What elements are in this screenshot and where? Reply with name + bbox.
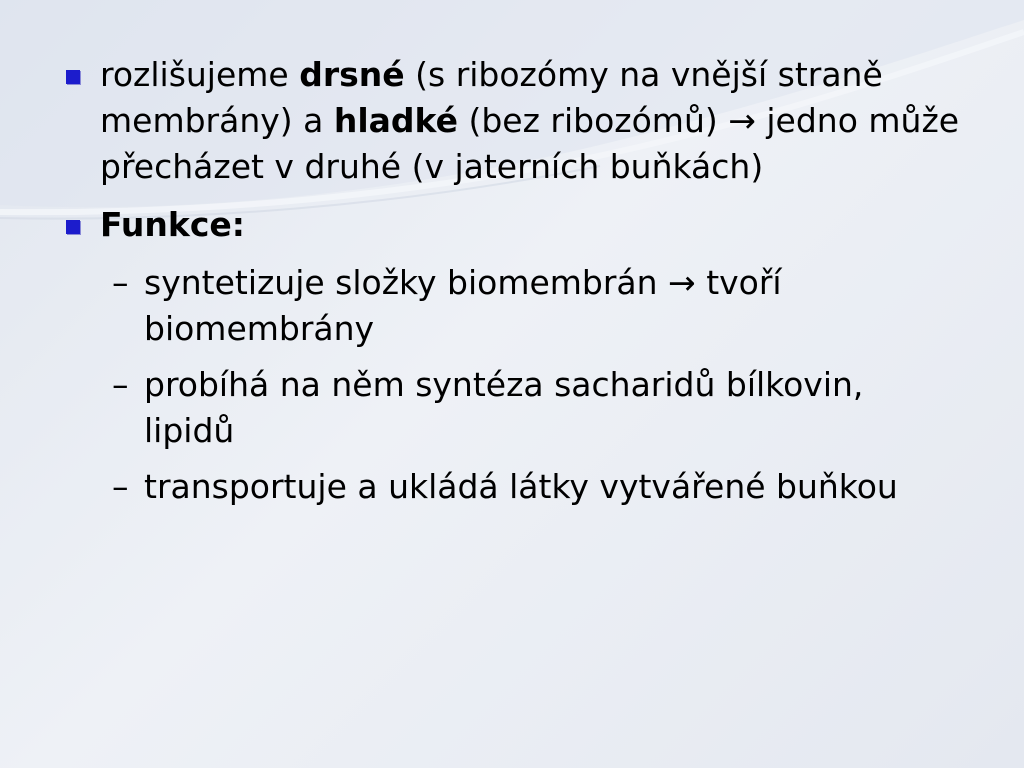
bullet-item-funkce [62, 202, 962, 248]
sub-bullet-text: probíhá na něm syntéza sacharidů bílkovin, lipidů [144, 365, 864, 450]
bullet-text-part: rozlišujeme [100, 55, 300, 94]
bullet-text-part: (s ribozómy na vnější straně membrány) a [100, 55, 883, 140]
sub-bullet-text: transportuje a ukládá látky vytvářené buňkou [144, 467, 898, 506]
bullet-heading: Funkce: [100, 205, 245, 244]
bullet-bold-term: drsné [299, 55, 405, 94]
bullet-bold-term: hladké [333, 101, 458, 140]
square-bullet-icon [66, 220, 80, 234]
dash-bullet-icon: – [112, 365, 129, 404]
bullet-item-drsne-hladke [62, 52, 962, 190]
slide-content [62, 52, 962, 520]
dash-bullet-icon: – [112, 467, 129, 506]
square-bullet-icon [66, 70, 80, 84]
dash-bullet-icon: – [112, 263, 129, 302]
bullet-text-part: (bez ribozómů) → jedno může přecházet v druhé (v jaterních buňkách) [100, 101, 960, 186]
sub-bullet-item [62, 260, 962, 352]
sub-bullet-item [62, 362, 962, 454]
sub-bullet-item [62, 464, 962, 510]
sub-bullet-text: syntetizuje složky biomembrán → tvoří biomembrány [144, 263, 782, 348]
